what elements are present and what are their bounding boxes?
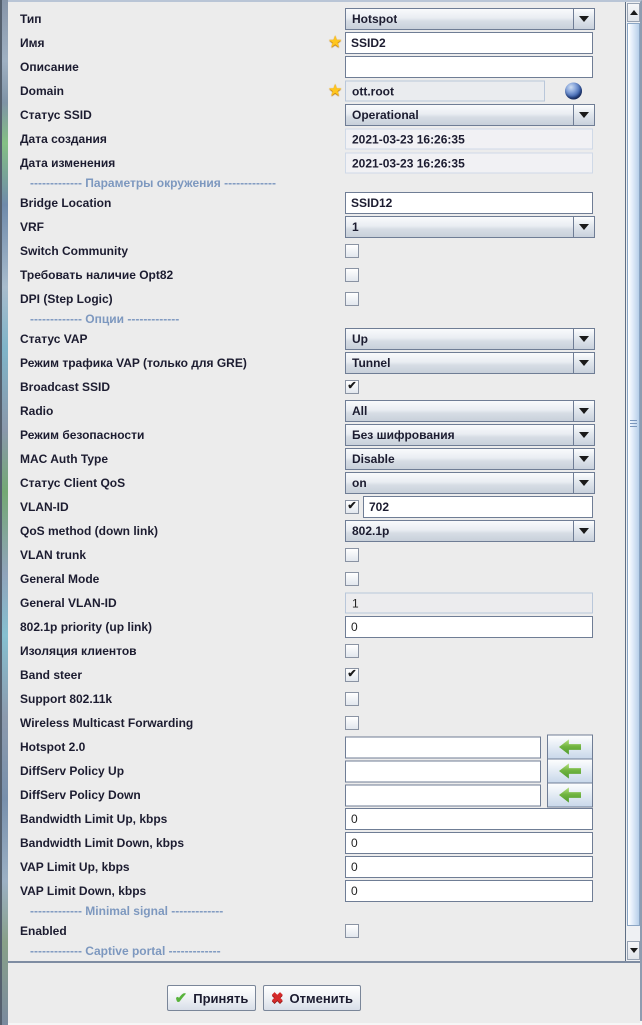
field-area: [345, 616, 593, 638]
section-header-label: ------------- Опции -------------: [30, 312, 180, 326]
field-area: [345, 593, 593, 614]
dropdown-arrow-button[interactable]: [573, 329, 594, 349]
form-row: [8, 191, 625, 215]
form-row: [8, 919, 625, 943]
field-label: VRF: [20, 220, 44, 234]
form-row: [8, 215, 625, 239]
form-row: [8, 423, 625, 447]
star-icon: ★: [328, 82, 343, 99]
field-area: [345, 668, 359, 682]
text-input[interactable]: [345, 760, 541, 782]
field-label: 802.1p priority (up link): [20, 620, 153, 634]
dropdown-arrow-button[interactable]: [573, 401, 594, 421]
chevron-down-icon: [579, 480, 589, 486]
field-label: General Mode: [20, 572, 100, 586]
arrow-left-icon: [559, 763, 581, 779]
field-area: [345, 56, 593, 78]
field-label: DPI (Step Logic): [20, 292, 113, 306]
scrollbar-thumb[interactable]: [627, 23, 640, 926]
section-header: [8, 175, 625, 191]
vertical-scrollbar[interactable]: [625, 2, 640, 961]
scrollbar-up-button[interactable]: [627, 3, 640, 22]
checkbox-check-icon: ✔: [347, 667, 357, 680]
dropdown-arrow-button[interactable]: [573, 217, 594, 237]
form-row: [8, 855, 625, 879]
text-input[interactable]: [345, 808, 593, 830]
field-label: Bridge Location: [20, 196, 112, 210]
dropdown-value: Tunnel: [352, 356, 391, 370]
form-scroll-area: [8, 2, 640, 963]
dropdown-select[interactable]: [345, 216, 595, 238]
text-input[interactable]: [345, 784, 541, 806]
field-area: [345, 328, 595, 350]
checkbox[interactable]: [345, 268, 359, 282]
dropdown-value: Disable: [352, 452, 395, 466]
x-icon: ✖: [270, 989, 284, 1007]
text-input[interactable]: [345, 736, 541, 758]
scroll-down-icon: [630, 948, 638, 953]
dropdown-select[interactable]: [345, 104, 595, 126]
form-row: [8, 31, 625, 55]
field-area: [345, 104, 595, 126]
field-label: Bandwidth Limit Down, kbps: [20, 836, 184, 850]
field-area: [345, 400, 595, 422]
form-row: [8, 639, 625, 663]
field-label: General VLAN-ID: [20, 596, 117, 610]
scrollbar-down-button[interactable]: [627, 941, 640, 960]
field-area: [345, 856, 593, 878]
dropdown-arrow-button[interactable]: [573, 521, 594, 541]
dropdown-value: Hotspot: [352, 12, 398, 26]
check-icon: ✔: [174, 989, 188, 1007]
form-row: [8, 807, 625, 831]
dropdown-select[interactable]: [345, 472, 595, 494]
checkbox[interactable]: [345, 924, 359, 938]
checkbox[interactable]: [345, 500, 359, 514]
field-area: [328, 81, 582, 102]
form-row: [8, 687, 625, 711]
section-header: [8, 311, 625, 327]
field-label: Изоляция клиентов: [20, 644, 137, 658]
field-label: Radio: [20, 404, 54, 418]
form-row: [8, 447, 625, 471]
form-row: [8, 879, 625, 903]
dropdown-select[interactable]: [345, 328, 595, 350]
chevron-down-icon: [579, 360, 589, 366]
field-area: [345, 192, 593, 214]
section-header-label: ------------- Параметры окружения -------------: [30, 176, 277, 190]
dropdown-value: 802.1p: [352, 524, 390, 538]
form-row: [8, 471, 625, 495]
form-row: [8, 151, 625, 175]
dropdown-select[interactable]: [345, 8, 595, 30]
field-area: [345, 572, 359, 586]
field-label: VAP Limit Down, kbps: [20, 884, 147, 898]
chevron-down-icon: [579, 432, 589, 438]
form-row: [8, 711, 625, 735]
field-area: [345, 244, 359, 258]
checkbox[interactable]: [345, 668, 359, 682]
checkbox[interactable]: [345, 548, 359, 562]
form-row: [8, 239, 625, 263]
readonly-field: ott.root: [345, 81, 545, 102]
dropdown-value: Operational: [352, 108, 419, 122]
field-label: VLAN trunk: [20, 548, 86, 562]
field-label: Требовать наличие Opt82: [20, 268, 174, 282]
chevron-down-icon: [579, 528, 589, 534]
dropdown-value: on: [352, 476, 367, 490]
form-row: [8, 519, 625, 543]
readonly-field: 2021-03-23 16:26:35: [345, 129, 593, 150]
text-input[interactable]: [363, 496, 593, 518]
field-area: [345, 268, 359, 282]
text-input[interactable]: [345, 56, 593, 78]
form-row: [8, 263, 625, 287]
field-label: DiffServ Policy Up: [20, 764, 125, 778]
form-row: [8, 783, 625, 807]
section-header: [8, 943, 625, 959]
field-label: Статус Client QoS: [20, 476, 126, 490]
field-area: [345, 735, 593, 760]
field-area: [345, 292, 359, 306]
arrow-left-icon: [559, 787, 581, 803]
field-area: [345, 424, 595, 446]
field-label: Тип: [20, 12, 42, 26]
field-label: MAC Auth Type: [20, 452, 108, 466]
dropdown-select[interactable]: [345, 424, 595, 446]
dropdown-select[interactable]: [345, 448, 595, 470]
dropdown-select[interactable]: [345, 400, 595, 422]
field-label: Дата изменения: [20, 156, 116, 170]
field-area: [345, 216, 595, 238]
checkbox-check-icon: ✔: [347, 499, 357, 512]
field-area: [345, 520, 595, 542]
field-area: [345, 8, 595, 30]
form-row: [8, 735, 625, 759]
background-page-sliver: [0, 0, 8, 1025]
text-input[interactable]: [345, 880, 593, 902]
field-label: Дата создания: [20, 132, 107, 146]
checkbox-check-icon: ✔: [347, 379, 357, 392]
checkbox[interactable]: [345, 716, 359, 730]
field-area: [345, 692, 359, 706]
field-area: [345, 472, 595, 494]
field-label: VAP Limit Up, kbps: [20, 860, 130, 874]
checkbox[interactable]: [345, 572, 359, 586]
form-row: [8, 127, 625, 151]
field-label: QoS method (down link): [20, 524, 158, 538]
form-row: [8, 543, 625, 567]
readonly-field: 2021-03-23 16:26:35: [345, 153, 593, 174]
chevron-down-icon: [579, 408, 589, 414]
checkbox[interactable]: [345, 244, 359, 258]
field-area: [345, 352, 595, 374]
dropdown-arrow-button[interactable]: [573, 9, 594, 29]
form-row: [8, 7, 625, 31]
form-row: [8, 591, 625, 615]
accept-button-label: Принять: [193, 990, 249, 1006]
scrollbar-grip-icon: [630, 420, 637, 429]
dropdown-arrow-button[interactable]: [573, 105, 594, 125]
form-row: [8, 495, 625, 519]
checkbox[interactable]: [345, 692, 359, 706]
chevron-down-icon: [579, 16, 589, 22]
field-area: [345, 448, 595, 470]
dropdown-select[interactable]: [345, 520, 595, 542]
accept-button[interactable]: [167, 985, 256, 1011]
section-header-label: ------------- Captive portal -------------: [30, 944, 221, 958]
field-area: [345, 496, 593, 518]
chevron-down-icon: [579, 336, 589, 342]
form-row: [8, 399, 625, 423]
form-row: [8, 615, 625, 639]
dropdown-arrow-button[interactable]: [573, 473, 594, 493]
field-area: [345, 783, 593, 808]
dropdown-arrow-button[interactable]: [573, 449, 594, 469]
form-row: [8, 327, 625, 351]
field-area: [345, 759, 593, 784]
form-row: [8, 375, 625, 399]
chevron-down-icon: [579, 112, 589, 118]
text-input[interactable]: [345, 856, 593, 878]
field-label: Support 802.11k: [20, 692, 113, 706]
text-input[interactable]: [345, 616, 593, 638]
form-row: [8, 351, 625, 375]
field-label: Domain: [20, 84, 65, 98]
globe-icon[interactable]: [565, 83, 582, 100]
scroll-up-icon: [630, 10, 638, 15]
form-row: [8, 567, 625, 591]
field-label: Режим безопасности: [20, 428, 145, 442]
chevron-down-icon: [579, 224, 589, 230]
field-label: Band steer: [20, 668, 83, 682]
dropdown-arrow-button[interactable]: [573, 353, 594, 373]
form-row: [8, 831, 625, 855]
form-row: [8, 759, 625, 783]
dropdown-value: All: [352, 404, 368, 418]
section-header: [8, 903, 625, 919]
field-area: [345, 832, 593, 854]
field-area: [345, 153, 593, 174]
text-input[interactable]: [345, 832, 593, 854]
form-row: [8, 55, 625, 79]
field-label: Статус SSID: [20, 108, 92, 122]
text-input[interactable]: [345, 192, 593, 214]
dropdown-value: Up: [352, 332, 368, 346]
field-label: VLAN-ID: [20, 500, 69, 514]
field-label: Wireless Multicast Forwarding: [20, 716, 194, 730]
picker-button[interactable]: [547, 783, 593, 808]
cancel-button[interactable]: [263, 985, 361, 1011]
chevron-down-icon: [579, 456, 589, 462]
arrow-left-icon: [559, 739, 581, 755]
section-header-label: ------------- Minimal signal -------------: [30, 904, 224, 918]
form-row: [8, 287, 625, 311]
readonly-field: 1: [345, 593, 593, 614]
checkbox[interactable]: [345, 292, 359, 306]
checkbox[interactable]: [345, 644, 359, 658]
field-label: Bandwidth Limit Up, kbps: [20, 812, 168, 826]
text-input[interactable]: [345, 32, 593, 54]
dropdown-arrow-button[interactable]: [573, 425, 594, 445]
checkbox[interactable]: [345, 380, 359, 394]
field-area: [345, 129, 593, 150]
picker-button[interactable]: [547, 735, 593, 760]
ssid-settings-form: [8, 2, 625, 961]
field-label: Switch Community: [20, 244, 129, 258]
field-area: [345, 924, 359, 938]
field-area: [345, 808, 593, 830]
field-area: [345, 644, 359, 658]
field-label: Режим трафика VAP (только для GRE): [20, 356, 247, 370]
dialog-footer: [8, 965, 640, 1023]
dropdown-select[interactable]: [345, 352, 595, 374]
dropdown-value: Без шифрования: [352, 428, 455, 442]
field-label: Broadcast SSID: [20, 380, 111, 394]
field-area: [328, 32, 593, 54]
form-row: [8, 103, 625, 127]
form-row: [8, 79, 625, 103]
field-label: DiffServ Policy Down: [20, 788, 141, 802]
ssid-settings-dialog: [8, 0, 642, 1021]
field-label: Описание: [20, 60, 79, 74]
cancel-button-label: Отменить: [289, 990, 354, 1006]
field-label: Hotspot 2.0: [20, 740, 86, 754]
dropdown-value: 1: [352, 220, 359, 234]
picker-button[interactable]: [547, 759, 593, 784]
field-area: [345, 380, 359, 394]
field-area: [345, 548, 359, 562]
star-icon: ★: [328, 34, 343, 51]
field-label: Имя: [20, 36, 45, 50]
field-area: [345, 880, 593, 902]
field-label: Статус VAP: [20, 332, 88, 346]
field-area: [345, 716, 359, 730]
form-row: [8, 663, 625, 687]
field-label: Enabled: [20, 924, 67, 938]
